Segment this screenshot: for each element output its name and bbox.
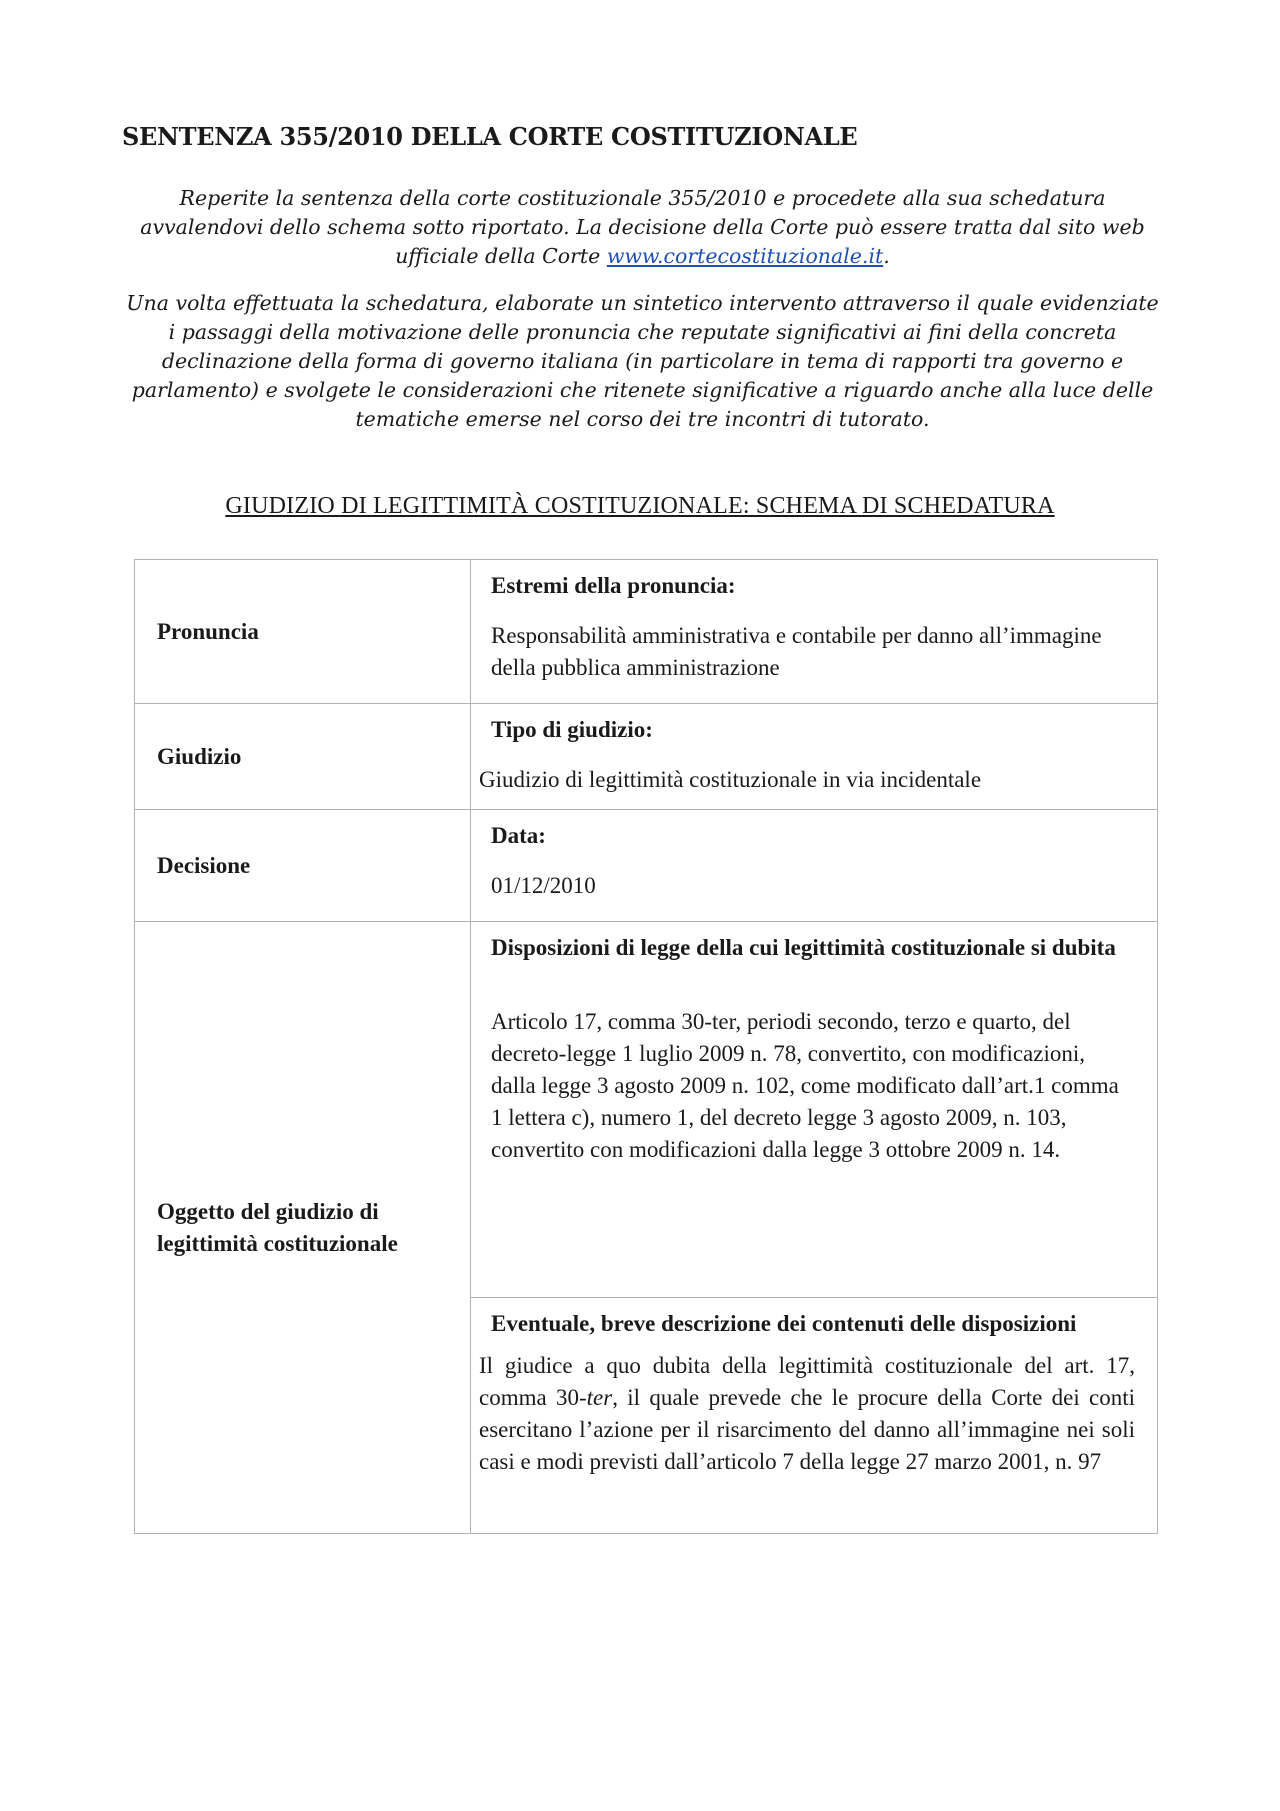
instructions-paragraph-2: Una volta effettuata la schedatura, elaborate un sintetico intervento attraverso il quale evidenziate i passaggi della motivazione delle pronuncia che reputate significativi ai fini della concreta declinazione della forma di governo italiana (in particolare in tema di rapporti tra governo e parlamento) e svolgete le considerazioni che ritenete significative a riguardo anche alla luce delle tematiche emerse nel corso dei tre incontri di tutorato.	[126, 291, 1159, 431]
cell-giudizio	[471, 704, 1158, 810]
value-estremi: Responsabilità amministrativa e contabile per danno all’immagine della pubblica amministrazione	[491, 623, 1102, 680]
value-disposizioni: Articolo 17, comma 30-ter, periodi secondo, terzo e quarto, del decreto-legge 1 luglio 2009 n. 78, convertito, con modificazioni, dalla legge 3 agosto 2009 n. 102, come modificato dall’art.1 comma 1 lettera c), numero 1, del decreto legge 3 agosto 2009, n. 103, convertito con modificazioni dalla legge 3 ottobre 2009 n. 14.	[491, 1009, 1119, 1162]
instructions-period: .	[883, 244, 890, 268]
instructions-paragraph-1	[125, 184, 1160, 271]
schema-title: GIUDIZIO DI LEGITTIMITÀ COSTITUZIONALE: SCHEMA DI SCHEDATURA	[225, 493, 1055, 519]
schedatura-table	[134, 559, 1158, 1534]
heading-descrizione: Eventuale, breve descrizione dei contenuti delle disposizioni	[491, 1311, 1077, 1336]
descrizione-text-1: Il giudice a quo dubita della legittimità costituzionale del art. 17, comma 30-	[479, 1353, 1135, 1410]
instructions-text: Reperite la sentenza della corte costituzionale 355/2010 e procedete alla sua schedatura avvalendovi dello schema sotto riportato. La decisione della Corte può essere tratta dal sito web ufficiale della Corte	[140, 186, 1145, 268]
cell-descrizione	[471, 1298, 1158, 1534]
row-pronuncia	[135, 560, 1158, 704]
cell-disposizioni	[471, 922, 1158, 1298]
row-oggetto-disposizioni	[135, 922, 1158, 1298]
heading-data: Data:	[491, 823, 546, 848]
label-decisione: Decisione	[135, 810, 471, 922]
value-data: 01/12/2010	[491, 873, 596, 898]
label-giudizio: Giudizio	[135, 704, 471, 810]
cell-pronuncia	[471, 560, 1158, 704]
label-oggetto: Oggetto del giudizio di legittimità costituzionale	[135, 922, 471, 1534]
heading-disposizioni: Disposizioni di legge della cui legittimità costituzionale si dubita	[491, 935, 1116, 960]
document-title: SENTENZA 355/2010 DELLA CORTE COSTITUZIONALE	[122, 122, 858, 151]
heading-tipo-giudizio: Tipo di giudizio:	[491, 717, 653, 742]
heading-estremi: Estremi della pronuncia:	[491, 573, 736, 598]
value-descrizione	[479, 1350, 1135, 1478]
label-pronuncia: Pronuncia	[135, 560, 471, 704]
cell-decisione	[471, 810, 1158, 922]
row-decisione	[135, 810, 1158, 922]
corte-website-link[interactable]: www.cortecostituzionale.it	[606, 244, 884, 268]
descrizione-text-2: , il quale prevede che le procure della Corte dei conti esercitano l’azione per il risarcimento del danno all’immagine nei soli casi e modi previsti dall’articolo 7 della legge 27 marzo 2001, n. 97	[479, 1385, 1136, 1474]
value-tipo-giudizio: Giudizio di legittimità costituzionale in via incidentale	[479, 767, 982, 792]
descrizione-ter: ter	[586, 1385, 613, 1410]
row-giudizio	[135, 704, 1158, 810]
